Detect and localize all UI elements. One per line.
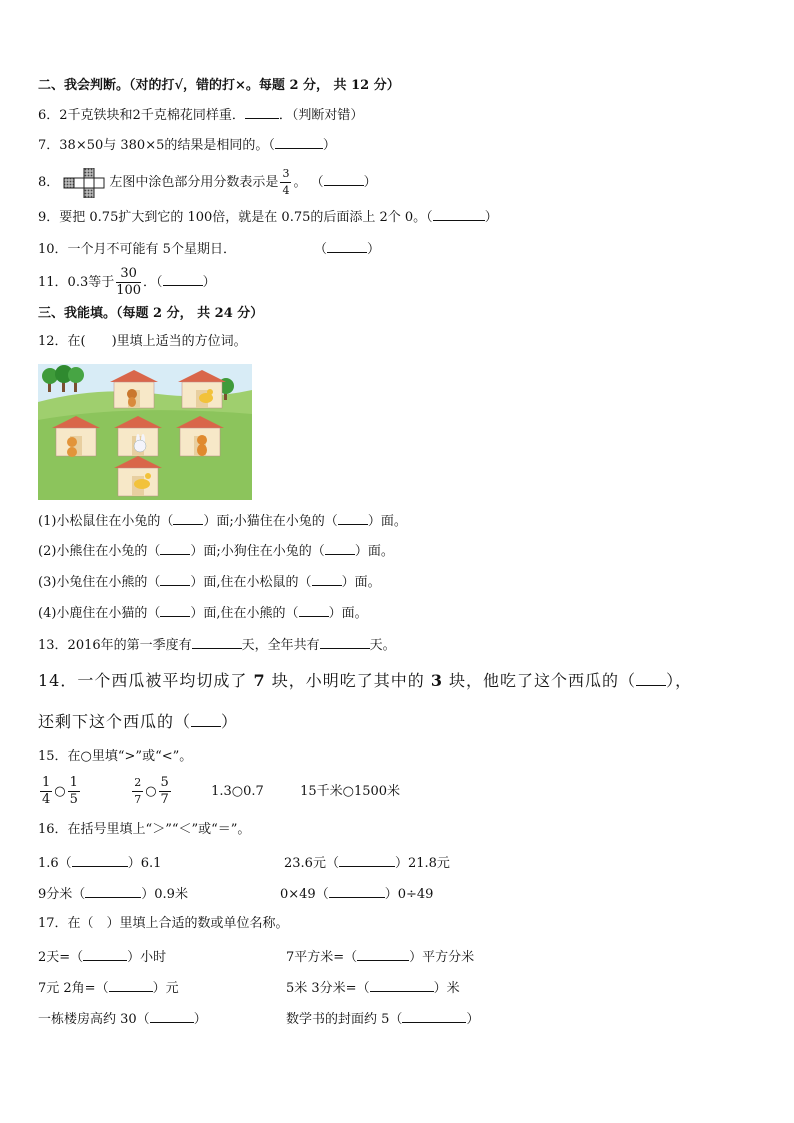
answer-blank[interactable]	[275, 136, 323, 149]
answer-blank[interactable]	[433, 208, 485, 221]
answer-blank[interactable]	[320, 636, 370, 649]
question-7: 7．38×50与 380×5的结果是相同的。（ ）	[38, 138, 336, 153]
answer-blank[interactable]	[636, 670, 666, 686]
compare-circle[interactable]: ○	[145, 784, 157, 799]
compare-expression: 15千米○1500米	[300, 784, 401, 799]
q12-item-2: (2)小熊住在小兔的（ ）面;小狗住在小兔的（ ）面。	[38, 544, 394, 559]
answer-blank[interactable]	[83, 948, 127, 961]
q17-row-3-right: 数学书的封面约 5（ ）	[286, 1012, 480, 1027]
section-3-heading: 三、我能填。（每题 2 分， 共 24 分）	[38, 306, 264, 321]
question-10: 10．一个月不可能有 5个星期日． （ ）	[38, 242, 380, 257]
question-8: 8． 左图中涂色部分用分数表示是 $\frac{3}{4}$ 。 （ ）	[38, 167, 377, 197]
question-12: 12．在( )里填上适当的方位词。	[38, 334, 247, 349]
answer-blank[interactable]	[299, 604, 329, 617]
animal-houses-picture	[38, 364, 252, 500]
q12-item-4: (4)小鹿住在小猫的（ ）面,住在小熊的（ ）面。	[38, 606, 368, 621]
answer-blank[interactable]	[339, 854, 395, 867]
answer-blank[interactable]	[160, 604, 190, 617]
section-2-heading: 二、我会判断。（对的打√，错的打×。每题 2 分， 共 12 分）	[38, 78, 400, 93]
answer-blank[interactable]	[85, 885, 141, 898]
fraction: $\frac{1}{4}$	[42, 775, 51, 807]
question-16: 16．在括号里填上“＞”“＜”或“＝”。	[38, 822, 251, 837]
q17-row-1-left: 2天=（ ）小时	[38, 950, 167, 965]
question-15-comparisons	[38, 772, 400, 812]
answer-blank[interactable]	[72, 854, 128, 867]
answer-blank[interactable]	[324, 173, 364, 186]
answer-blank[interactable]	[312, 573, 342, 586]
question-11: 11．0.3等于 $\frac{30}{100}$ ．（ ）	[38, 266, 216, 298]
q12-item-3: (3)小兔住在小熊的（ ）面,住在小松鼠的（ ）面。	[38, 575, 381, 590]
q16-row-2-left: 9分米（ ）0.9米	[38, 887, 188, 902]
question-14-line-2: 还剩下这个西瓜的（ ）	[38, 712, 239, 731]
compare-circle[interactable]: ○	[54, 784, 66, 799]
question-13: 13．2016年的第一季度有 天，全年共有 天。	[38, 638, 396, 653]
q17-row-2-left: 7元 2角=（ ）元	[38, 981, 179, 996]
question-15: 15．在○里填“>”或“<”。	[38, 749, 193, 764]
answer-blank[interactable]	[325, 542, 355, 555]
question-17: 17．在（ ）里填上合适的数或单位名称。	[38, 916, 289, 931]
fraction-three-quarters: $\frac{3}{4}$	[282, 167, 290, 197]
answer-blank[interactable]	[109, 979, 153, 992]
answer-blank[interactable]	[191, 711, 221, 727]
question-9: 9．要把 0.75扩大到它的 100倍，就是在 0.75的后面添上 2个 0。（ ）	[38, 210, 498, 225]
answer-blank[interactable]	[370, 979, 434, 992]
compare-expression: 1.3○0.7	[211, 784, 264, 799]
answer-blank[interactable]	[150, 1010, 194, 1023]
answer-blank[interactable]	[163, 273, 203, 286]
answer-blank[interactable]	[402, 1010, 466, 1023]
answer-blank[interactable]	[329, 885, 385, 898]
answer-blank[interactable]	[327, 240, 367, 253]
fraction-30-100: $\frac{30}{100}$	[116, 266, 142, 298]
q17-row-2-right: 5米 3分米=（ ）米	[286, 981, 460, 996]
answer-blank[interactable]	[338, 512, 368, 525]
q17-row-3-left: 一栋楼房高约 30（ ）	[38, 1012, 207, 1027]
answer-blank[interactable]	[245, 106, 279, 119]
fraction: $\frac{2}{7}$	[134, 776, 142, 806]
fraction: $\frac{5}{7}$	[160, 775, 169, 807]
q12-item-1: (1)小松鼠住在小兔的（ ）面;小猫住在小兔的（ ）面。	[38, 514, 407, 529]
q16-row-1-right: 23.6元（ ）21.8元	[284, 856, 450, 871]
fraction: $\frac{1}{5}$	[69, 775, 78, 807]
cross-shape-figure	[63, 168, 109, 198]
q16-row-1-left: 1.6（ ）6.1	[38, 856, 162, 871]
question-14: 14．一个西瓜被平均切成了 7 块，小明吃了其中的 3 块，他吃了这个西瓜的（ ），	[38, 671, 693, 690]
q17-row-1-right: 7平方米=（ ）平方分米	[286, 950, 475, 965]
answer-blank[interactable]	[357, 948, 409, 961]
question-6: 6．2千克铁块和2千克棉花同样重． ．（判断对错）	[38, 108, 364, 123]
answer-blank[interactable]	[192, 636, 242, 649]
answer-blank[interactable]	[160, 542, 190, 555]
answer-blank[interactable]	[160, 573, 190, 586]
answer-blank[interactable]	[173, 512, 203, 525]
q16-row-2-right: 0×49（ ）0÷49	[280, 887, 434, 902]
